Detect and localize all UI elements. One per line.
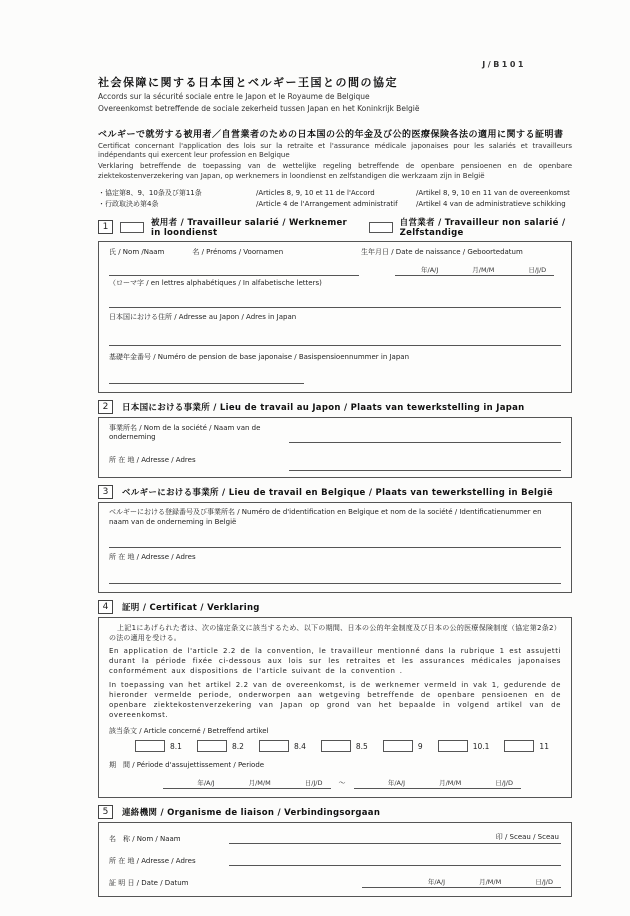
section-2-number: 2 bbox=[98, 400, 113, 414]
period-label: 期 間 / Période d'assujettissement / Periode bbox=[109, 761, 265, 770]
article-8.4-checkbox[interactable] bbox=[259, 740, 289, 752]
section-4-title: 証明 / Certificat / Verklaring bbox=[122, 602, 260, 613]
section-3-number: 3 bbox=[98, 485, 113, 499]
article-11-checkbox[interactable] bbox=[504, 740, 534, 752]
surname-label: 氏 / Nom /Naam bbox=[109, 248, 165, 257]
name-field-line[interactable] bbox=[109, 266, 359, 276]
cert-date-year-field[interactable]: 年/A/J bbox=[402, 877, 453, 888]
form-title-nl: Overeenkomst betreffende de sociale zekerheid tussen Japan en het Koninkrijk België bbox=[98, 103, 420, 113]
dob-label: 生年月日 / Date de naissance / Geboortedatum bbox=[361, 248, 523, 257]
article-8.5-checkbox[interactable] bbox=[321, 740, 351, 752]
pension-number-label: 基礎年金番号 / Numéro de pension de base japonaise / Basispensioennummer in Japan bbox=[109, 353, 410, 362]
period-start-year-field[interactable]: 年/A/J bbox=[171, 778, 222, 789]
company-name-label: 事業所名 / Nom de la société / Naam van de onderneming bbox=[109, 424, 261, 442]
belgium-id-label: ベルギーにおける登録番号及び事業所名 / Numéro de d'identification en Belgique et nom de la société / Identificatienummer en naam van de onderneming in België bbox=[109, 508, 542, 527]
liaison-address-field-line[interactable] bbox=[229, 856, 561, 866]
belgium-address-label: 所 在 地 / Adresse / Adres bbox=[109, 552, 196, 561]
period-end-blank[interactable] bbox=[354, 779, 362, 789]
company-name-field-line[interactable] bbox=[289, 433, 561, 443]
section-4-number: 4 bbox=[98, 600, 113, 614]
dob-year-field[interactable]: 年/A/J bbox=[395, 265, 446, 276]
section-5-liaison bbox=[98, 805, 572, 897]
reference-articles: ・協定第8、9、10条及び第11条 /Articles 8, 9, 10 et 11 de l'Accord /Artikel 8, 9, 10 en 11 van de overeenkomst bbox=[98, 189, 570, 198]
cert-date-blank[interactable] bbox=[362, 878, 402, 888]
certificate-title-fr: Certificat concernant l'application des lois sur la retraite et l'assurance médicale japonaises pour les salariés et travailleurs indépendants qui exercent leur profession en Belgique bbox=[98, 141, 572, 159]
article-8.4-label: 8.4 bbox=[293, 741, 306, 751]
section-2-title: 日本国における事業所 / Lieu de travail au Japon / Plaats van tewerkstelling in Japan bbox=[122, 403, 525, 414]
article-8.1-label: 8.1 bbox=[170, 741, 182, 751]
cert-date-day-field[interactable]: 日/J/D bbox=[509, 877, 561, 888]
article-8.5-label: 8.5 bbox=[355, 741, 368, 751]
certificate-title-nl: Verklaring betreffende de toepassing van de wettelijke regeling betreffende de openbare pensioenen en de openbare ziektekostenverzekering van Japan, op werknemers in loondienst en zelfstandigen die werkzaam zijn in België bbox=[98, 162, 572, 180]
form-title-fr: Accords sur la sécurité sociale entre le Japon et le Royaume de Belgique bbox=[98, 92, 370, 101]
certificate-text-fr: En application de l'article 2.2 de la convention, le travailleur mentionné dans la rubrique 1 est assujetti durant la période fixée ci-dessous aux lois sur les retraites et les assurances médicales japonaises conformément aux dispositions de l'article suivant de la convention . bbox=[109, 647, 561, 676]
form-title-ja: 社会保障に関する日本国とベルギー王国との間の協定 bbox=[98, 76, 398, 89]
period-start-month-field[interactable]: 月/M/M bbox=[223, 778, 279, 789]
article-checkbox-row bbox=[109, 740, 561, 752]
section-1-worker bbox=[98, 216, 572, 393]
article-9-checkbox[interactable] bbox=[383, 740, 413, 752]
form-code: J/B101 bbox=[482, 60, 526, 69]
section-3-title: ベルギーにおける事業所 / Lieu de travail en Belgique / Plaats van tewerkstelling in België bbox=[122, 488, 553, 499]
legal-references bbox=[98, 188, 572, 209]
liaison-name-label: 名 称 / Nom / Naam bbox=[109, 835, 181, 844]
roman-letters-label: （ローマ字 / en lettres alphabétiques / In alfabetische letters) bbox=[109, 279, 322, 288]
company-address-label: 所 在 地 / Adresse / Adres bbox=[109, 456, 196, 465]
employee-label: 被用者 / Travailleur salarié / Werknemer in loondienst bbox=[151, 218, 348, 239]
period-start-blank[interactable] bbox=[163, 779, 171, 789]
certificate-text-ja: 上記1にあげられた者は、次の協定条文に該当するため、以下の期間、日本の公的年金制度及び日本の公的医療保険制度（協定第2条2）の法の適用を受ける。 bbox=[109, 623, 561, 642]
article-concerned-label: 該当条文 / Article concerné / Betreffend artikel bbox=[109, 727, 269, 736]
given-name-label: 名 / Prénoms / Voornamen bbox=[192, 248, 284, 257]
section-2-japan-workplace bbox=[98, 400, 572, 478]
article-8.2-checkbox[interactable] bbox=[197, 740, 227, 752]
section-4-certificate bbox=[98, 600, 572, 798]
dob-month-field[interactable]: 月/M/M bbox=[446, 265, 502, 276]
liaison-address-label: 所 在 地 / Adresse / Adres bbox=[109, 857, 196, 866]
period-end-year-field[interactable]: 年/A/J bbox=[362, 778, 413, 789]
belgium-id-field-line[interactable] bbox=[109, 538, 561, 548]
cert-date-month-field[interactable]: 月/M/M bbox=[453, 877, 509, 888]
certification-date-label: 証 明 日 / Date / Datum bbox=[109, 879, 189, 888]
period-tilde: ～ bbox=[338, 779, 346, 788]
period-end-day-field[interactable]: 日/J/D bbox=[469, 778, 521, 789]
employee-checkbox[interactable] bbox=[120, 222, 144, 233]
section-5-title: 連絡機関 / Organisme de liaison / Verbindingsorgaan bbox=[122, 808, 381, 819]
section-1-number: 1 bbox=[98, 220, 113, 234]
company-address-field-line[interactable] bbox=[289, 461, 561, 471]
belgium-address-field-line[interactable] bbox=[109, 574, 561, 584]
section-3-belgium-workplace bbox=[98, 485, 572, 593]
section-5-number: 5 bbox=[98, 805, 113, 819]
self-employed-label: 自営業者 / Travailleur non salarié / Zelfstandige bbox=[399, 218, 566, 239]
roman-name-field-line[interactable] bbox=[109, 298, 561, 308]
article-10.1-checkbox[interactable] bbox=[438, 740, 468, 752]
period-end-month-field[interactable]: 月/M/M bbox=[413, 778, 469, 789]
article-11-label: 11 bbox=[539, 741, 549, 751]
seal-label: 印 / Sceau / Sceau bbox=[470, 832, 561, 844]
article-10.1-label: 10.1 bbox=[472, 741, 490, 751]
self-employed-checkbox[interactable] bbox=[369, 222, 393, 233]
japan-address-field-line[interactable] bbox=[109, 336, 561, 346]
certificate-text-nl: In toepassing van het artikel 2.2 van de overeenkomst, is de werknemer vermeld in vak 1, gedurende de hieronder vermelde periode, onderworpen aan wetgeving betreffende de openbare pensioenen en de openbare ziektekostenverzekering van Japan op grond van het bepaalde in volgend artikel van de overeenkomst. bbox=[109, 680, 561, 719]
japan-address-label: 日本国における住所 / Adresse au Japon / Adres in Japan bbox=[109, 313, 297, 322]
certificate-title-ja: ベルギーで就労する被用者／自営業者のための日本国の公的年金及び公的医療保険各法の適用に関する証明書 bbox=[98, 129, 564, 140]
pension-number-field-line[interactable] bbox=[109, 374, 304, 384]
reference-arrangement: ・行政取決め第4条 /Article 4 de l'Arrangement administratif /Artikel 4 van de administratieve schikking bbox=[98, 199, 566, 208]
liaison-name-field-line[interactable] bbox=[229, 834, 470, 844]
article-8.2-label: 8.2 bbox=[231, 741, 244, 751]
dob-day-field[interactable]: 日/J/D bbox=[502, 265, 554, 276]
article-8.1-checkbox[interactable] bbox=[135, 740, 165, 752]
article-9-label: 9 bbox=[417, 741, 423, 751]
period-start-day-field[interactable]: 日/J/D bbox=[279, 778, 331, 789]
